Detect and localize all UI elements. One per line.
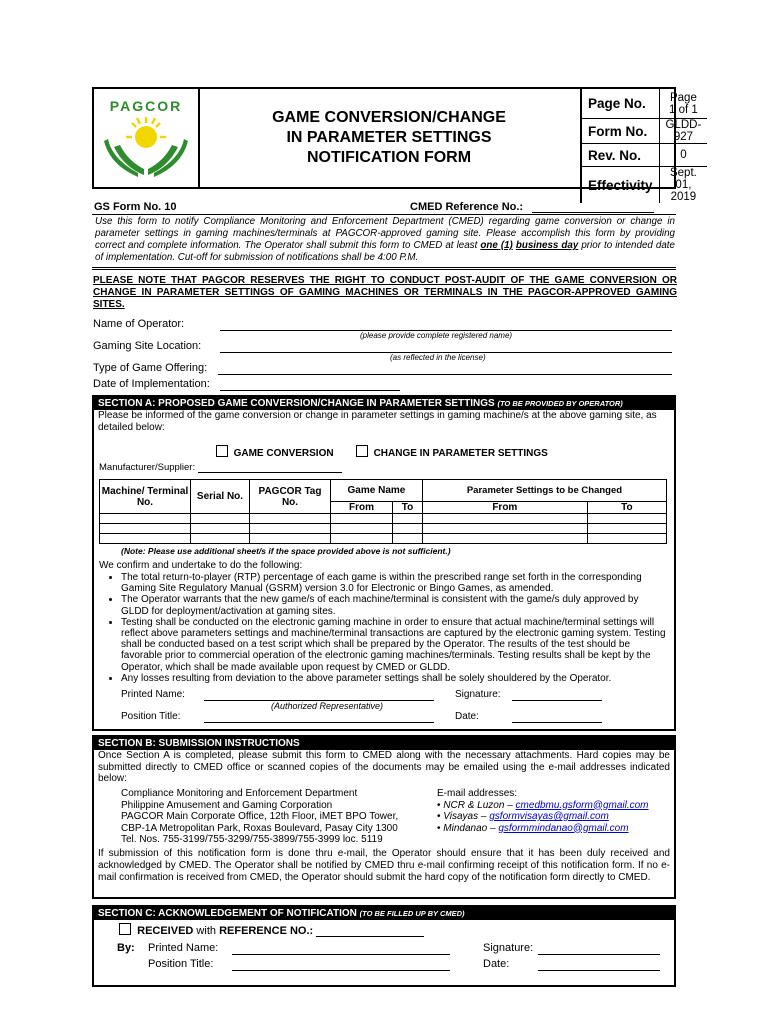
email-item: • Visayas – gsformvisayas@gmail.com <box>437 811 609 822</box>
pagcor-logo <box>94 89 200 187</box>
table-row[interactable] <box>100 524 667 534</box>
machine-table <box>99 479 667 544</box>
option-game-conversion[interactable] <box>216 445 334 459</box>
operator-label: Name of Operator: <box>93 318 185 330</box>
col-machine: Machine/ Terminal No. <box>100 480 191 514</box>
form-meta-table <box>580 89 707 203</box>
col-game: Game Name <box>331 480 423 502</box>
address-line: Tel. Nos. 755-3199/755-3299/755-3899/755-3999 loc. 5119 <box>121 834 383 845</box>
c-printed-name-label: Printed Name: <box>148 942 219 954</box>
col-param-from: From <box>422 502 587 514</box>
section-b-outro: If submission of this notification form is done thru e-mail, the Operator should ensure that it has been duly received and acknowledged by CMED. The Operator shall be notified by CMED thru e-mail confirming receipt of this notification form. If no e-mail confirmation is received from CMED, the Operator should submit the hard copy of the notification form directly to CMED. <box>98 848 670 883</box>
undertaking-item: • The Operator warrants that the new game/s of each machine/terminal is consistent with the game/s duly approved by GLDD for deployment/activation at gaming sites. <box>121 594 669 616</box>
post-audit-notice: PLEASE NOTE THAT PAGCOR RESERVES THE RIGHT TO CONDUCT POST-AUDIT OF THE GAME CONVERSION OR CHANGE IN PARAMETER SETTINGS OF GAMING MACHINES OR TERMINALS IN THE PAGCOR-APPROVED GAMING SITES. <box>93 275 677 310</box>
undertaking-item: • Testing shall be conducted on the electronic gaming machine in order to ensure that actual machine/terminal settings will reflect above parameters settings and machine/terminal transactions are captured by the electronic gaming system. Testing shall be conducted based on a test script which shall be prepared by the Operator. The results of the test should be favorable prior to commercial operation of the electronic gaming machines/terminals. Testing results shall be kept by the Operator, which shall be made available upon request by CMED or GLDD. <box>121 617 669 673</box>
email-region: Visayas – <box>443 811 490 822</box>
undertaking-item: • Any losses resulting from deviation to the above parameter settings shall be solely shouldered by the Operator. <box>121 673 669 684</box>
address-line: Compliance Monitoring and Enforcement Department <box>121 788 358 799</box>
date-label: Date: <box>455 711 479 722</box>
option-label: GAME CONVERSION <box>233 448 334 459</box>
game-conversion-checkbox[interactable] <box>216 445 228 457</box>
col-tag: PAGCOR Tag No. <box>250 480 331 514</box>
meta-key: Page No. <box>581 89 659 119</box>
c-position-input[interactable] <box>232 959 450 971</box>
received-with: with <box>193 925 220 937</box>
email-item: • NCR & Luzon – cmedbmu.gsform@gmail.com <box>437 799 649 811</box>
cmed-ref-label <box>410 201 654 213</box>
intro-paragraph <box>95 216 675 264</box>
email-heading: E-mail addresses: <box>437 788 518 799</box>
section-a-note: (TO BE PROVIDED BY OPERATOR) <box>497 399 623 408</box>
title-line: GAME CONVERSION/CHANGE <box>272 109 506 126</box>
address-line: PAGCOR Main Corporate Office, 12th Floor, iMET BPO Tower, <box>121 811 399 822</box>
section-c-header <box>94 907 674 920</box>
operator-input[interactable] <box>220 318 672 331</box>
col-param: Parameter Settings to be Changed <box>422 480 666 502</box>
reference-input[interactable] <box>316 926 424 937</box>
confirm-heading: We confirm and undertake to do the following: <box>99 560 303 571</box>
section-b-header: SECTION B: SUBMISSION INSTRUCTIONS <box>94 737 674 750</box>
title-line: IN PARAMETER SETTINGS <box>286 129 492 146</box>
meta-value: Page 1 of 1 <box>659 89 707 119</box>
email-item: • Mindanao – gsformmindanao@gmail.com <box>437 822 629 834</box>
address-line: Philippine Amusement and Gaming Corporation <box>121 799 333 811</box>
meta-key: Effectivity <box>581 167 659 204</box>
table-row[interactable] <box>100 514 667 524</box>
signature-input[interactable] <box>512 690 602 701</box>
section-b-intro: Once Section A is completed, please submit this form to CMED along with the necessary attachments. Hard copies may be submitted directly to CMED office or scanned copies of the documents may be emailed using the e-mail addresses indicated below: <box>98 750 670 784</box>
date-input[interactable] <box>512 712 602 723</box>
table-note: (Note: Please use additional sheet/s if the space provided above is not sufficient.) <box>121 546 451 556</box>
email-link[interactable]: cmedbmu.gsform@gmail.com <box>515 799 649 811</box>
title-line: NOTIFICATION FORM <box>306 149 472 166</box>
col-game-to: To <box>393 502 423 514</box>
intro-text: Use this form to notify Compliance Monitoring and Enforcement Department (CMED) regarding game conversion or change in parameter settings in gaming machines/terminals at PAGCOR-approved gaming site. Please accomplish this form by providing correct and complete information. The Operator shall submit this form to CMED at least <box>95 216 675 251</box>
section-c-note: (TO BE FILLED UP BY CMED) <box>359 909 465 918</box>
option-change-params[interactable] <box>356 445 548 459</box>
manufacturer-label <box>99 462 342 473</box>
table-row[interactable] <box>100 534 667 544</box>
site-input[interactable] <box>220 340 672 353</box>
position-label: Position Title: <box>121 711 181 722</box>
cmed-ref-field[interactable] <box>532 212 654 213</box>
game-type-label: Type of Game Offering: <box>93 362 208 374</box>
form-header <box>92 87 702 203</box>
received-label: RECEIVED <box>137 925 194 937</box>
meta-key: Form No. <box>581 119 659 144</box>
section-a-intro: Please be informed of the game conversion or change in parameter settings in gaming machine/s at the above gaming site, as detailed below: <box>98 410 657 433</box>
signature-label: Signature: <box>455 689 501 700</box>
meta-key: Rev. No. <box>581 144 659 167</box>
manufacturer-input[interactable] <box>198 462 342 473</box>
svg-text:PAGCOR: PAGCOR <box>109 98 183 114</box>
c-printed-name-input[interactable] <box>232 943 450 955</box>
form-title <box>198 89 580 187</box>
position-input[interactable] <box>204 712 434 723</box>
printed-name-label: Printed Name: <box>121 689 185 700</box>
section-a-title: SECTION A: PROPOSED GAME CONVERSION/CHANGE IN PARAMETER SETTINGS <box>98 398 495 409</box>
c-position-label: Position Title: <box>148 958 214 970</box>
c-date-label: Date: <box>483 958 510 970</box>
manufacturer-text: Manufacturer/Supplier: <box>99 462 196 473</box>
meta-value: 0 <box>659 144 707 167</box>
cmed-ref-label-text: CMED Reference No.: <box>410 201 524 213</box>
site-hint: (as reflected in the license) <box>390 353 486 362</box>
by-label: By: <box>117 942 135 954</box>
email-region: Mindanao – <box>443 822 499 834</box>
address-line: CBP-1A Metropolitan Park, Roxas Boulevard, Pasay City 1300 <box>121 822 398 834</box>
cmed-address <box>121 788 421 846</box>
c-signature-input[interactable] <box>538 943 660 955</box>
received-line <box>119 923 424 937</box>
undertakings <box>99 572 669 684</box>
received-checkbox[interactable] <box>119 923 131 935</box>
reference-label: REFERENCE NO.: <box>219 925 314 937</box>
impl-date-input[interactable] <box>220 378 400 391</box>
meta-value: Sept. 01, 2019 <box>659 167 707 204</box>
change-params-checkbox[interactable] <box>356 445 368 457</box>
email-link[interactable]: gsformmindanao@gmail.com <box>498 822 629 834</box>
email-region: NCR & Luzon – <box>443 799 516 811</box>
section-c-title: SECTION C: ACKNOWLEDGEMENT OF NOTIFICATION <box>98 908 357 919</box>
site-label: Gaming Site Location: <box>93 340 202 352</box>
operator-hint: (please provide complete registered name) <box>360 331 513 340</box>
impl-date-label: Date of Implementation: <box>93 378 210 390</box>
intro-emphasis: one (1) <box>480 240 513 251</box>
gs-form-number: GS Form No. 10 <box>94 201 177 213</box>
intro-emphasis: business day <box>515 240 579 251</box>
c-date-input[interactable] <box>538 959 660 971</box>
auth-rep-hint: (Authorized Representative) <box>271 701 384 711</box>
game-type-input[interactable] <box>218 362 672 375</box>
email-link[interactable]: gsformvisayas@gmail.com <box>489 811 609 822</box>
col-game-from: From <box>331 502 393 514</box>
col-param-to: To <box>587 502 666 514</box>
c-signature-label: Signature: <box>483 942 534 954</box>
option-label: CHANGE IN PARAMETER SETTINGS <box>373 448 548 459</box>
email-list <box>437 788 673 834</box>
col-serial: Serial No. <box>191 480 250 514</box>
meta-value: GLDD-927 <box>659 119 707 144</box>
undertaking-item: • The total return-to-player (RTP) percentage of each game is within the prescribed range set forth in the corresponding Gaming Site Regulatory Manual (GSRM) version 3.0 for Electronic or Bingo Games, as amended. <box>121 572 669 594</box>
intro-tail: prior to intended date of implementation. Cut-off for submission of notifications shall be 4:00 P.M. <box>95 240 675 263</box>
section-a-header <box>94 397 674 410</box>
printed-name-input[interactable] <box>204 690 434 701</box>
